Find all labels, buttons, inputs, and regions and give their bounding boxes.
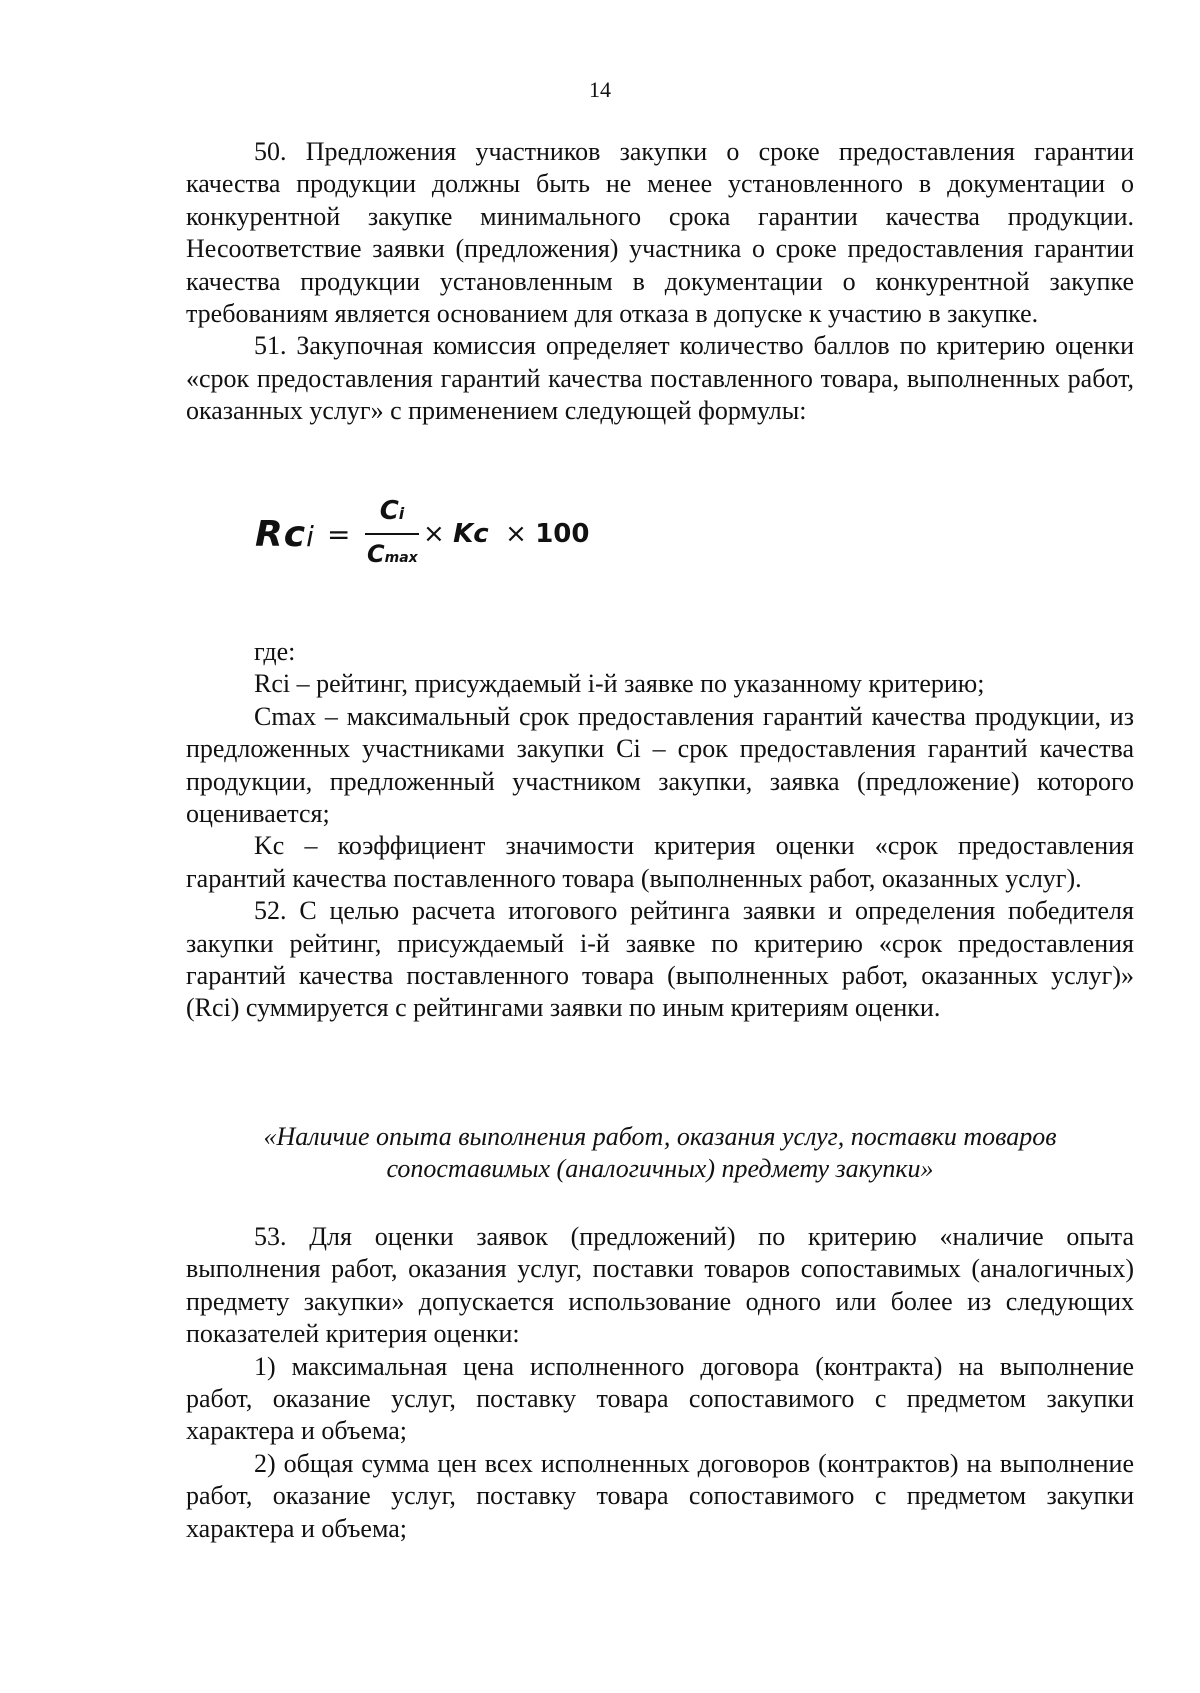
definition-rci: Rci – рейтинг, присуждаемый i-й заявке по указанному критерию;	[254, 669, 985, 699]
formula-den-sub: max	[384, 550, 418, 566]
formula-denominator	[367, 540, 421, 568]
paragraph-53: 53. Для оценки заявок (предложений) по критерию «наличие опыта выполнения работ, оказания услуг, поставки товаров сопоставимых (аналогичных) предмету закупки» допускается использование одного или более из следующих показателей критерия оценки:	[186, 1222, 1134, 1349]
definition-cmax: Cmax – максимальный срок предоставления гарантий качества продукции, из предложенных участниками закупки Ci – срок предоставления гарантий качества продукции, предложенный участником закупки, заявка (предложение) которого оценивается;	[186, 701, 1134, 829]
section-experience-criteria	[186, 1221, 1134, 1545]
formula-coefficient: Kc	[453, 519, 489, 549]
formula-times-1: ×	[423, 519, 445, 549]
section-heading-experience	[186, 1121, 1134, 1186]
formula-hundred: 100	[535, 519, 590, 549]
heading-line-1: «Наличие опыта выполнения работ, оказания услуг, поставки товаров	[263, 1122, 1057, 1151]
paragraph-50: 50. Предложения участников закупки о сроке предоставления гарантии качества продукции должны быть не менее установленного в документации о конкурентной закупке минимального срока гарантии качества продукции. Несоответствие заявки (предложения) участника о сроке предоставления гарантии качества продукции установленным в документации о конкурентной закупке требованиям является основанием для отказа в допуске к участию в закупке.	[186, 137, 1134, 329]
formula-multipliers	[423, 519, 590, 549]
paragraph-51: 51. Закупочная комиссия определяет количество баллов по критерию оценки «срок предоставления гарантий качества поставленного товара, выполненных работ, оказанных услуг» с применением следующей формулы:	[186, 331, 1134, 426]
section-definitions	[186, 636, 1134, 1025]
formula-lhs	[255, 514, 315, 555]
formula-times-2: ×	[505, 519, 527, 549]
page-number: 14	[589, 77, 611, 102]
formula-numerator	[370, 496, 414, 526]
formula-equals: =	[327, 518, 351, 551]
paragraph-52: 52. С целью расчета итогового рейтинга заявки и определения победителя закупки рейтинг, присуждаемый i-й заявке по критерию «срок предоставления гарантий качества поставленного товара (выполненных работ, оказанных услуг)» (Rci) суммируется с рейтингами заявки по иным критериям оценки.	[186, 896, 1134, 1023]
formula-num-main: C	[379, 496, 399, 526]
where-label: где:	[254, 637, 296, 666]
definition-kc: Kc – коэффициент значимости критерия оценки «срок предоставления гарантий качества поставленного товара (выполненных работ, оказанных услуг).	[186, 831, 1134, 893]
rating-formula	[255, 496, 675, 586]
list-item-1: 1) максимальная цена исполненного договора (контракта) на выполнение работ, оказание услуг, поставку товара сопоставимого с предметом закупки характера и объема;	[186, 1351, 1134, 1446]
heading-line-2: сопоставимых (аналогичных) предмету закупки»	[386, 1154, 934, 1184]
formula-den-main: C	[367, 540, 385, 568]
section-guarantee-terms	[186, 136, 1134, 428]
formula-lhs-main: Rc	[255, 514, 307, 555]
formula-lhs-sub: i	[306, 520, 315, 553]
list-item-2: 2) общая сумма цен всех исполненных договоров (контрактов) на выполнение работ, оказание услуг, поставку товара сопоставимого с предметом закупки характера и объема;	[186, 1448, 1134, 1543]
formula-fraction-bar	[365, 533, 419, 535]
formula-num-sub: i	[398, 504, 405, 523]
